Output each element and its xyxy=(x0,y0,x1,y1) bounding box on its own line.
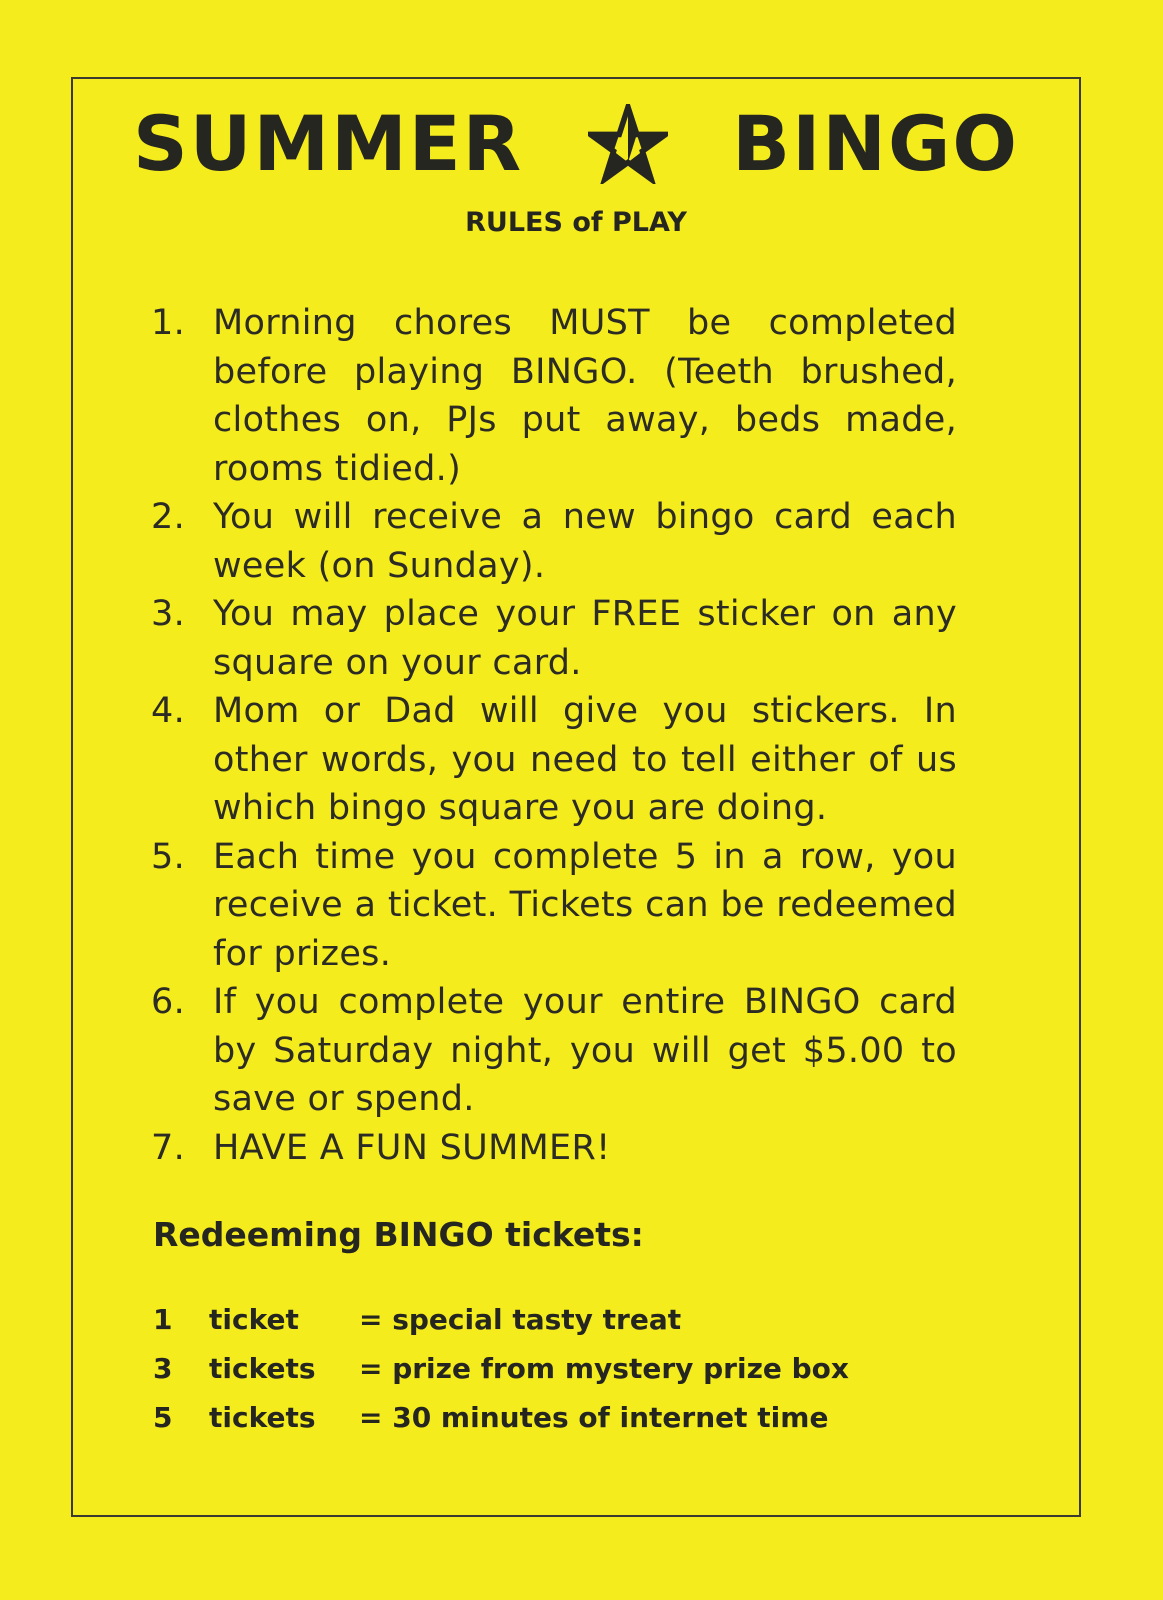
rule-text: Mom or Dad will give you stickers. In other words, you need to tell either of us which bingo square you are doing. xyxy=(213,691,957,828)
ticket-count: 5 xyxy=(153,1401,173,1434)
ticket-prize-row xyxy=(153,1344,849,1393)
rule-text: Morning chores MUST be completed before playing BINGO. (Teeth brushed, clothes on, PJs put away, beds made, rooms tidied.) xyxy=(213,303,957,489)
redeem-heading: Redeeming BINGO tickets: xyxy=(153,1215,644,1254)
rule-text: HAVE A FUN SUMMER! xyxy=(213,1127,611,1168)
ticket-unit: tickets xyxy=(209,1352,316,1385)
rules-card-border xyxy=(71,77,1081,1517)
rule-number: 5. xyxy=(151,836,185,877)
rule-number: 1. xyxy=(151,303,185,343)
title-right-word: BINGO xyxy=(732,99,1019,188)
rule-item xyxy=(151,1124,957,1173)
rule-item xyxy=(151,493,957,590)
rule-item xyxy=(151,978,957,1124)
rule-number: 2. xyxy=(151,497,185,537)
ticket-count: 1 xyxy=(153,1303,173,1336)
rules-list xyxy=(151,299,957,1172)
ticket-prize: = special tasty treat xyxy=(359,1303,682,1336)
rule-number: 3. xyxy=(151,594,185,634)
ticket-prize: = prize from mystery prize box xyxy=(359,1352,849,1385)
page-title xyxy=(73,99,1079,188)
rule-number: 4. xyxy=(151,691,185,731)
ticket-unit: ticket xyxy=(209,1303,299,1336)
rule-number: 7. xyxy=(151,1127,185,1168)
rule-item xyxy=(151,833,957,979)
rule-text: Each time you complete 5 in a row, you receive a ticket. Tickets can be redeemed for prizes. xyxy=(213,836,957,974)
star-icon xyxy=(588,104,668,184)
ticket-prize-row xyxy=(153,1295,849,1344)
rule-item xyxy=(151,590,957,687)
ticket-count: 3 xyxy=(153,1352,173,1385)
rule-item xyxy=(151,687,957,833)
rule-text: You will receive a new bingo card each week (on Sunday). xyxy=(213,497,957,586)
rule-item xyxy=(151,299,957,493)
ticket-unit: tickets xyxy=(209,1401,316,1434)
subtitle: RULES of PLAY xyxy=(465,207,687,238)
ticket-prize-list xyxy=(153,1295,849,1442)
title-left-word: SUMMER xyxy=(133,99,524,188)
ticket-prize-row xyxy=(153,1393,849,1442)
rule-text: You may place your FREE sticker on any square on your card. xyxy=(213,594,957,683)
rule-number: 6. xyxy=(151,982,185,1022)
rule-text: If you complete your entire BINGO card by Saturday night, you will get $5.00 to save or spend. xyxy=(213,982,957,1119)
ticket-prize: = 30 minutes of internet time xyxy=(359,1401,829,1434)
